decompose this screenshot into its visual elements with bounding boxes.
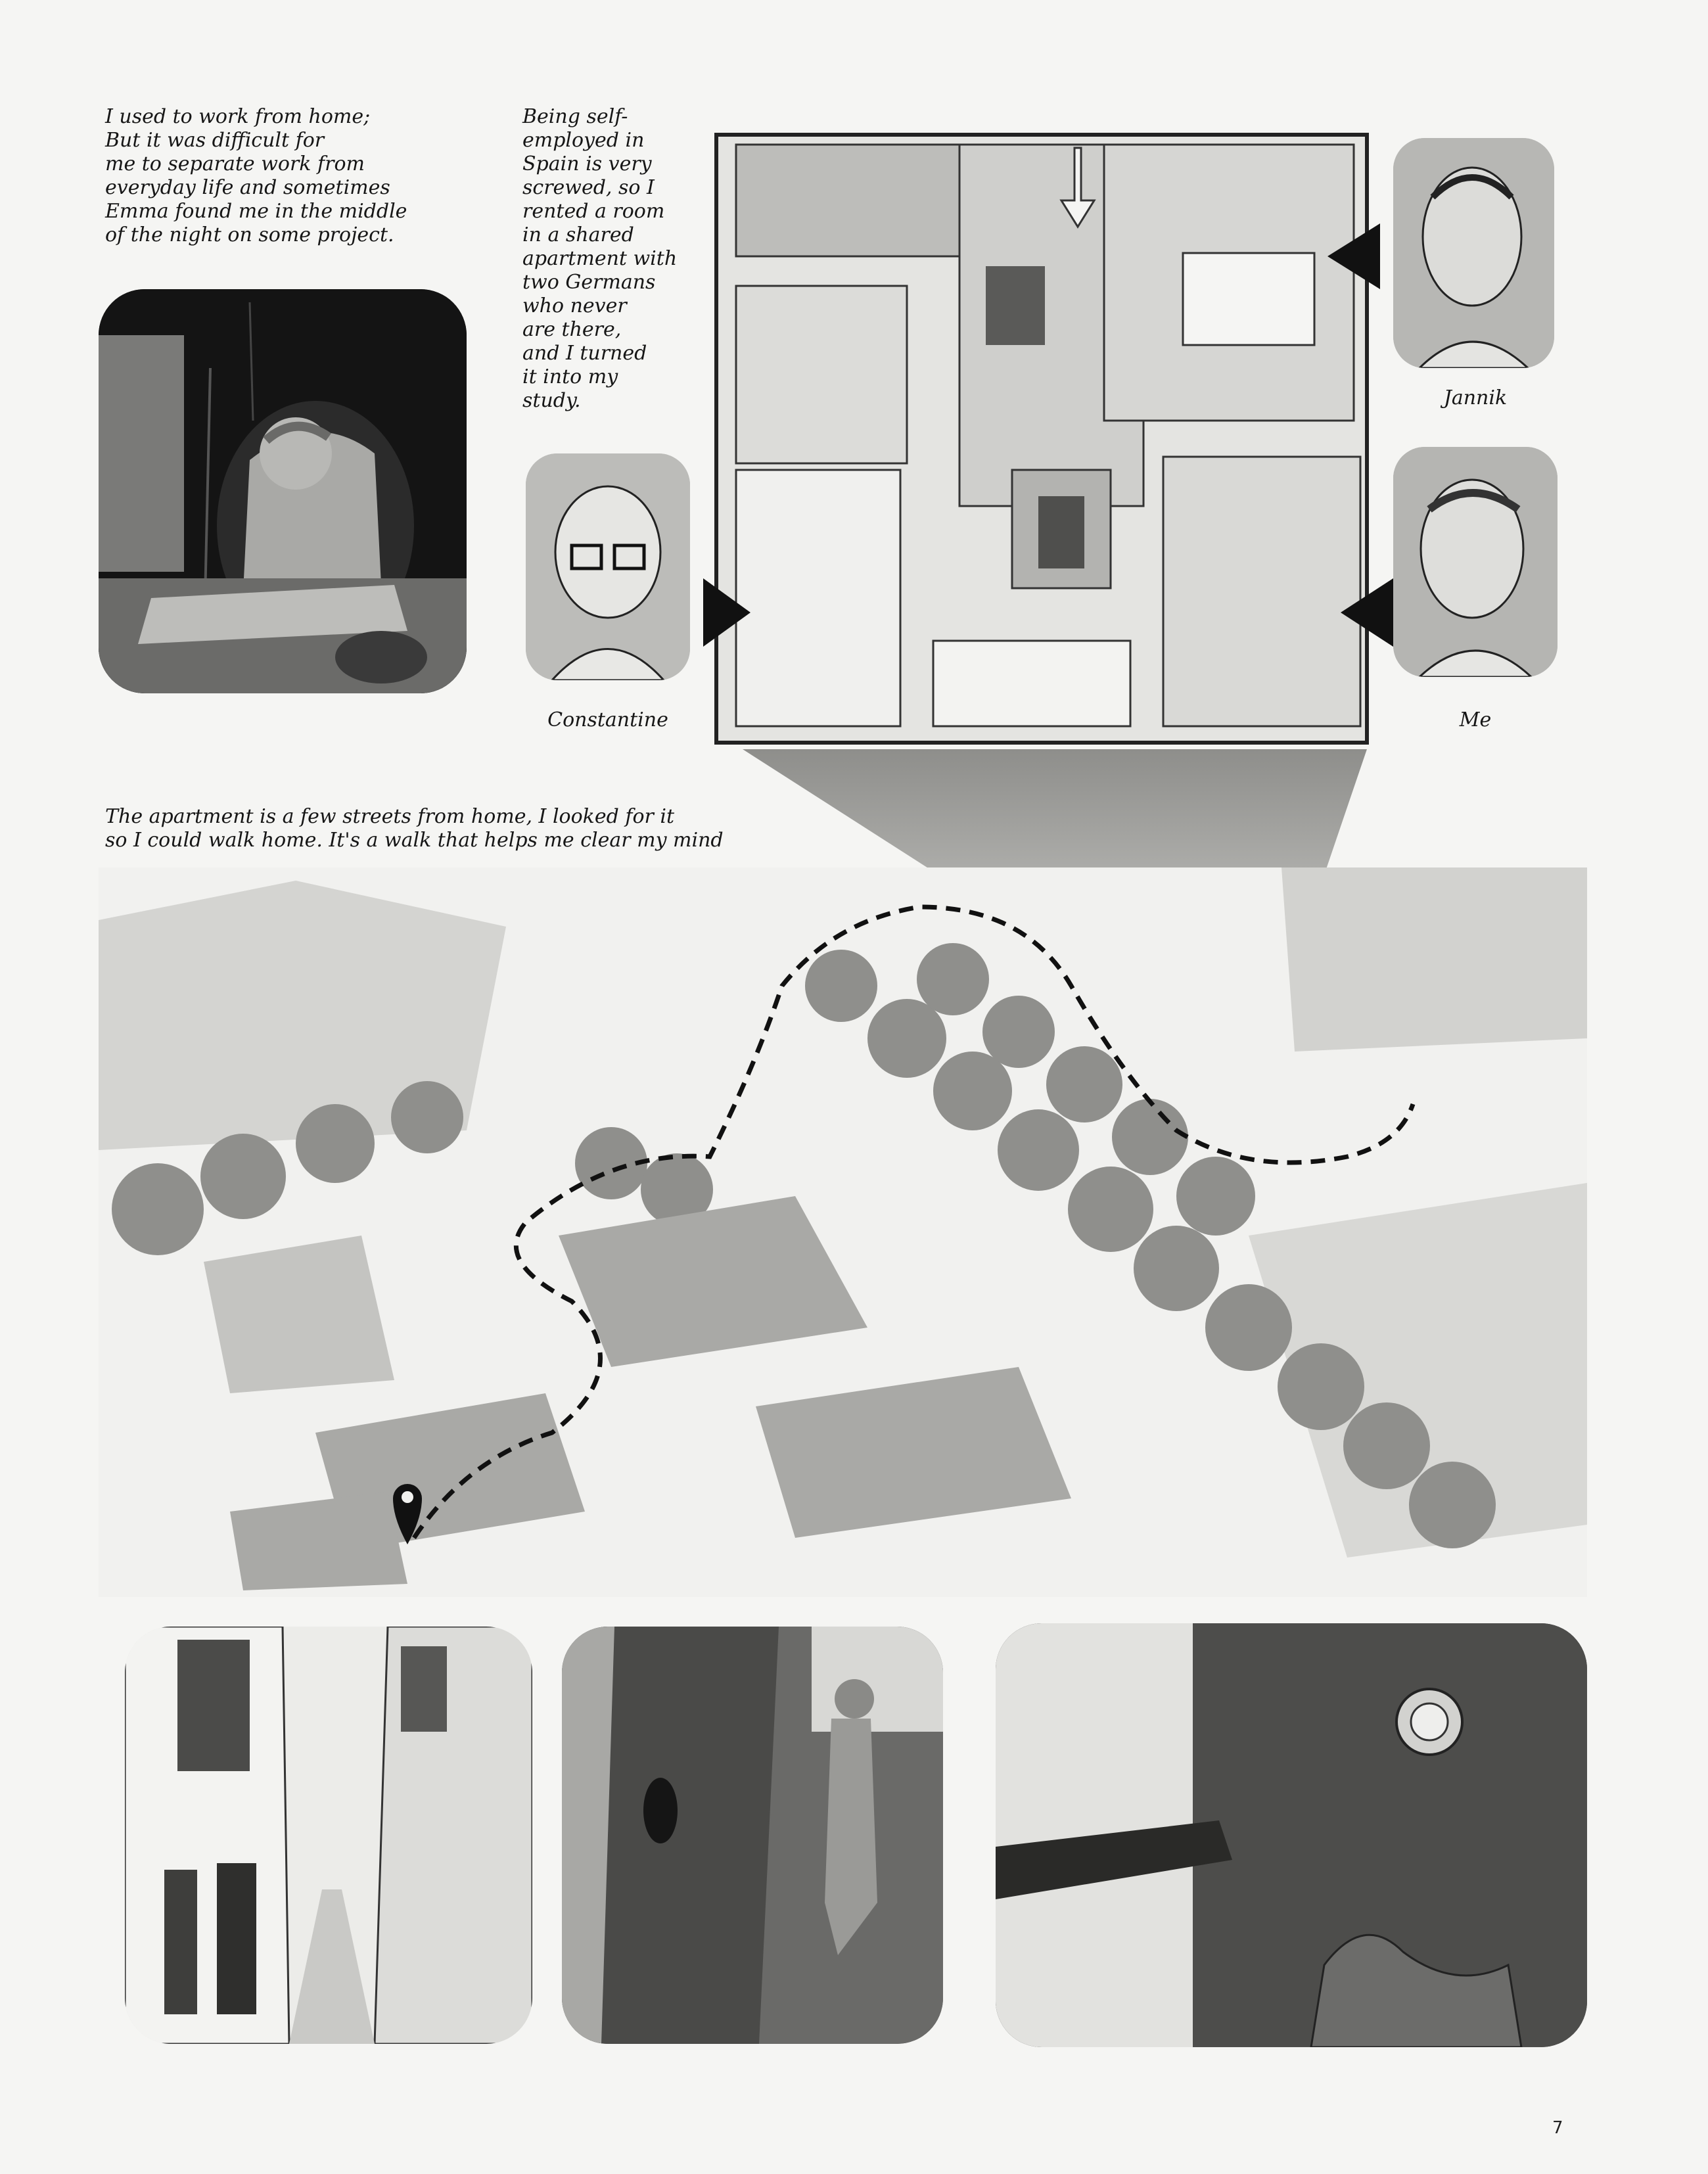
name-constantine: Constantine: [547, 708, 668, 731]
pointer-constantine: [703, 578, 750, 647]
apartment-floor-plan: [710, 128, 1373, 749]
pointer-jannik: [1327, 223, 1380, 289]
page-number: 7: [1552, 2118, 1563, 2138]
portrait-jannik: [1393, 138, 1554, 368]
name-jannik: Jannik: [1443, 386, 1508, 409]
name-me: Me: [1459, 708, 1492, 731]
caption-intro: I used to work from home; But it was difficult for me to separate work from everyday life and sometimes Emma found me in the middle of the night on some project.: [105, 105, 407, 246]
caption-walk: The apartment is a few streets from home, I looked for it so I could walk home. It's a walk that helps me clear my mind: [105, 805, 724, 852]
panel-door-person: [562, 1627, 943, 2044]
city-map: [99, 867, 1587, 1597]
pointer-me: [1341, 578, 1393, 647]
portrait-me: [1393, 447, 1558, 677]
panel-night-work: [99, 289, 467, 693]
portrait-constantine: [526, 453, 690, 680]
panel-door-knob: [996, 1623, 1587, 2047]
panel-street: [125, 1627, 532, 2044]
caption-study: Being self- employed in Spain is very screwed, so I rented a room in a shared apartment with two Germans who never are there, and I turned it into my study.: [522, 105, 678, 412]
